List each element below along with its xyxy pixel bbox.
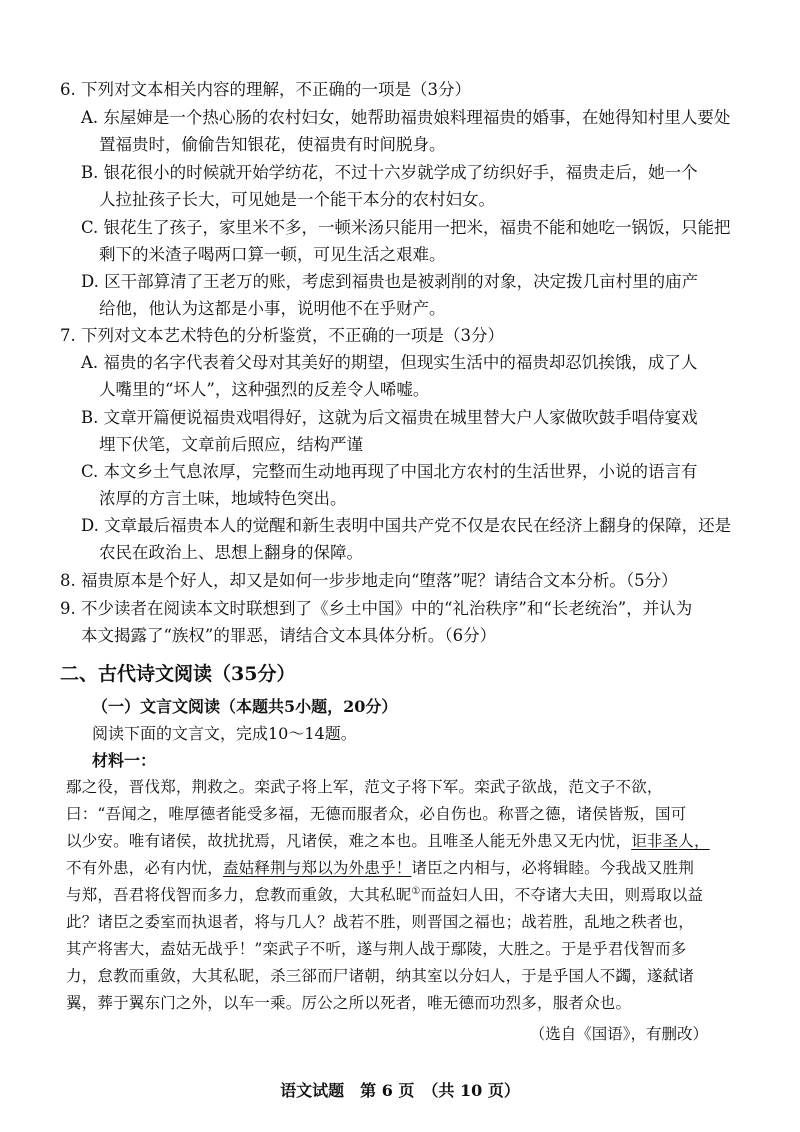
question-7-stem: 7. 下列对文本艺术特色的分析鉴赏，不正确的一项是（3分） [60, 326, 504, 345]
classical-line-4 [66, 856, 694, 878]
question-9-cont: 本文揭露了“族权”的罪恶，请结合文本具体分析。（6分） [81, 626, 497, 645]
footnote-mark: ① [411, 885, 421, 897]
question-8: 8. 福贵原本是个好人，却又是如何一步步地走向“堕落”呢？请结合文本分析。（5分） [60, 571, 678, 590]
q7-option-d: D. 文章最后福贵本人的觉醒和新生表明中国共产党不仅是农民在经济上翻身的保障，还是 [81, 516, 732, 535]
q6-option-d-cont: 给他，他认为这都是小事，说明他不在乎财产。 [99, 299, 446, 318]
underlined-sentence-a: 讵非圣人， [631, 832, 710, 850]
classical-line-7: 其产将害大，盍姑无战乎！”栾武子不听，遂与荆人战于鄢陵，大胜之。于是乎君伐智而多 [66, 940, 687, 958]
classical-line-5-text: 与郑，吾君将伐智而多力，怠教而重敛，大其私昵 [66, 886, 412, 904]
classical-line-8: 力，怠教而重敛，大其私昵，杀三郤而尸诸朝，纳其室以分妇人，于是乎国人不蠲，遂弑诸 [66, 967, 695, 985]
reading-instruction: 阅读下面的文言文，完成10～14题。 [92, 724, 357, 743]
q6-option-c: C. 银花生了孩子，家里米不多，一顿米汤只能用一把米，福贵不能和她吃一锅饭，只能把 [81, 218, 731, 237]
q7-option-a-cont: 人嘴里的“坏人”，这种强烈的反差令人唏嘘。 [99, 380, 430, 399]
underlined-sentence-b: 盍姑释荆与郑以为外患乎！ [223, 859, 412, 877]
q6-option-b: B. 银花很小的时候就开始学纺花，不过十六岁就学成了纺织好手，福贵走后，她一个 [81, 163, 698, 182]
q6-option-d: D. 区干部算清了王老万的账，考虑到福贵也是被剥削的对象，决定拨几亩村里的庙产 [81, 272, 699, 291]
question-6-stem: 6. 下列对文本相关内容的理解，不正确的一项是（3分） [60, 80, 471, 99]
question-9: 9. 不少读者在阅读本文时联想到了《乡土中国》中的“礼治秩序”和“长老统治”，并认为 [60, 599, 693, 618]
section-title: 二、古代诗文阅读（35分） [60, 663, 296, 685]
classical-line-3-text: 以少安。唯有诸侯，故扰扰焉，凡诸侯，难之本也。且唯圣人能无外患又无内忧， [66, 832, 632, 850]
q6-option-c-cont: 剩下的米渣子喝两口算一顿，可见生活之艰难。 [99, 245, 446, 264]
page-footer: 语文试题 第 6 页 （共 10 页） [280, 1081, 520, 1100]
subsection-title: （一）文言文阅读（本题共5小题，20分） [92, 697, 398, 716]
classical-line-2: 曰：“吾闻之，唯厚德者能受多福，无德而服者众，必自伤也。称晋之德，诸侯皆叛，国可 [66, 805, 687, 823]
q7-option-b: B. 文章开篇便说福贵戏唱得好，这就为后文福贵在城里替大户人家做吹鼓手唱侍宴戏 [81, 408, 698, 427]
classical-line-9: 翼，葬于翼东门之外，以车一乘。厉公之所以死者，唯无德而功烈多，服者众也。 [66, 994, 632, 1012]
q7-option-c-cont: 浓厚的方言土味，地域特色突出。 [99, 489, 347, 508]
classical-line-3 [66, 829, 710, 851]
q7-option-b-cont: 埋下伏笔，文章前后照应，结构严谨 [99, 435, 363, 454]
source-citation: （选自《国语》，有删改） [529, 1025, 708, 1043]
q7-option-c: C. 本文乡土气息浓厚，完整而生动地再现了中国北方农村的生活世界，小说的语言有 [81, 462, 698, 481]
classical-line-5-tail: 而益妇人田，不夺诸大夫田，则焉取以益 [420, 886, 704, 904]
classical-line-6: 此？诸臣之委室而执退者，将与几人？战若不胜，则晋国之福也；战若胜，乱地之秩者也， [66, 913, 695, 931]
q6-option-b-cont: 人拉扯孩子长大，可见她是一个能干本分的农村妇女。 [99, 190, 495, 209]
q7-option-d-cont: 农民在政治上、思想上翻身的保障。 [99, 543, 363, 562]
classical-line-1: 鄢之役，晋伐郑，荆救之。栾武子将上军，范文子将下军。栾武子欲战，范文子不欲， [66, 778, 663, 796]
material-label: 材料一： [92, 751, 157, 770]
q7-option-a: A. 福贵的名字代表着父母对其美好的期望，但现实生活中的福贵却忍饥挨饿，成了人 [81, 353, 698, 372]
q6-option-a-cont: 置福贵时，偷偷告知银花，使福贵有时间脱身。 [99, 135, 446, 154]
classical-line-4-tail: 诸臣之内相与，必将辑睦。今我战又胜荆 [411, 859, 695, 877]
q6-option-a: A. 东屋婶是一个热心肠的农村妇女，她帮助福贵娘料理福贵的婚事，在她得知村里人要处 [81, 108, 731, 127]
classical-line-4-text: 不有外患，必有内忧， [66, 859, 224, 877]
classical-line-5 [66, 883, 703, 905]
